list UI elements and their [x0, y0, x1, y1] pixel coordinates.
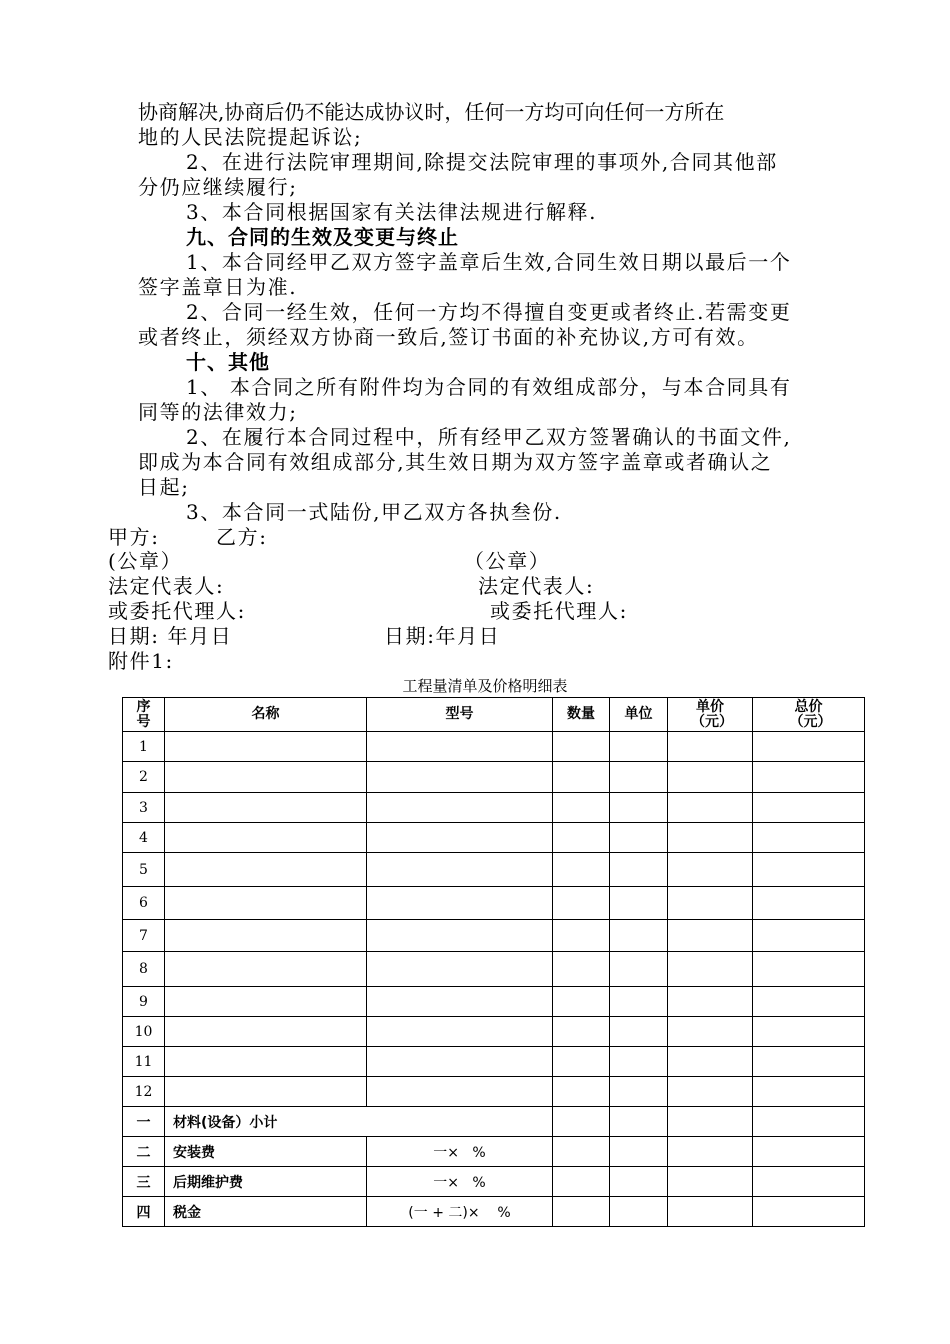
total-price-cell: [753, 987, 865, 1017]
summary-value-cell: [668, 1167, 753, 1197]
unit-cell: [610, 952, 668, 987]
section-heading-10: 十、其他: [186, 350, 270, 374]
paragraph-line: 1、 本合同之所有附件均为合同的有效组成部分，与本合同具有: [186, 375, 792, 399]
unit-cell: [610, 823, 668, 853]
qty-cell: [553, 732, 610, 762]
header-total-price-text: 总价（元）: [789, 698, 832, 730]
header-unit: 单位: [610, 698, 668, 732]
total-price-cell: [753, 762, 865, 793]
summary-value-cell: [753, 1167, 865, 1197]
summary-row: [123, 1167, 865, 1197]
summary-formula-cell: 一× %: [367, 1137, 553, 1167]
summary-label-cell: 后期维护费: [165, 1167, 367, 1197]
model-cell: [367, 853, 553, 887]
seq-cell: 11: [123, 1047, 165, 1077]
summary-value-cell: [753, 1137, 865, 1167]
summary-formula-cell: (一 + 二)× %: [367, 1197, 553, 1227]
model-cell: [367, 732, 553, 762]
summary-label-cell: 材料(设备）小计: [165, 1107, 553, 1137]
qty-cell: [553, 762, 610, 793]
header-seq-text: 序号: [136, 698, 151, 730]
model-cell: [367, 823, 553, 853]
agent-a: 或委托代理人:: [108, 599, 246, 623]
paragraph-line: 1、本合同经甲乙双方签字盖章后生效,合同生效日期以最后一个: [186, 250, 792, 274]
name-cell: [165, 920, 367, 952]
table-row: [123, 853, 865, 887]
name-cell: [165, 823, 367, 853]
paragraph-line: 日起;: [138, 475, 190, 499]
unit-cell: [610, 887, 668, 920]
summary-value-cell: [610, 1137, 668, 1167]
name-cell: [165, 1077, 367, 1107]
total-price-cell: [753, 952, 865, 987]
paragraph-line: 或者终止，须经双方协商一致后,签订书面的补充协议,方可有效。: [138, 325, 759, 349]
model-cell: [367, 1077, 553, 1107]
total-price-cell: [753, 887, 865, 920]
total-price-cell: [753, 1047, 865, 1077]
summary-value-cell: [610, 1197, 668, 1227]
party-b-label: 乙方:: [216, 525, 268, 549]
name-cell: [165, 1017, 367, 1047]
summary-value-cell: [553, 1167, 610, 1197]
unit-price-cell: [668, 853, 753, 887]
seq-cell: 1: [123, 732, 165, 762]
summary-code-cell: 二: [123, 1137, 165, 1167]
qty-cell: [553, 853, 610, 887]
table-header-row: [123, 698, 865, 732]
seal-a: (公章）: [108, 549, 183, 573]
model-cell: [367, 793, 553, 823]
legal-rep-b: 法定代表人:: [478, 574, 595, 598]
unit-cell: [610, 1077, 668, 1107]
total-price-cell: [753, 732, 865, 762]
unit-cell: [610, 853, 668, 887]
summary-row: [123, 1197, 865, 1227]
name-cell: [165, 987, 367, 1017]
summary-value-cell: [553, 1197, 610, 1227]
name-cell: [165, 952, 367, 987]
header-model: 型号: [367, 698, 553, 732]
paragraph-line: [138, 100, 860, 124]
total-price-cell: [753, 920, 865, 952]
name-cell: [165, 732, 367, 762]
summary-value-cell: [668, 1137, 753, 1167]
unit-price-cell: [668, 887, 753, 920]
unit-price-cell: [668, 1047, 753, 1077]
unit-cell: [610, 920, 668, 952]
paragraph-line: 即成为本合同有效组成部分,其生效日期为双方签字盖章或者确认之: [138, 450, 773, 474]
unit-cell: [610, 732, 668, 762]
summary-value-cell: [553, 1107, 610, 1137]
section-heading-9: 九、合同的生效及变更与终止: [186, 225, 459, 249]
unit-cell: [610, 793, 668, 823]
legal-rep-a: 法定代表人:: [108, 574, 225, 598]
header-unit-price: [668, 698, 753, 732]
paragraph-line: 分仍应继续履行;: [138, 175, 298, 199]
unit-price-cell: [668, 732, 753, 762]
seq-cell: 10: [123, 1017, 165, 1047]
summary-code-cell: 三: [123, 1167, 165, 1197]
paragraph-line: 签字盖章日为准.: [138, 275, 298, 299]
name-cell: [165, 853, 367, 887]
summary-formula-cell: 一× %: [367, 1167, 553, 1197]
header-name: 名称: [165, 698, 367, 732]
model-cell: [367, 762, 553, 793]
model-cell: [367, 1017, 553, 1047]
paragraph-line: 3、本合同根据国家有关法律法规进行解释.: [186, 200, 598, 224]
summary-label-cell: 税金: [165, 1197, 367, 1227]
unit-cell: [610, 1047, 668, 1077]
date-b: 日期:年月日: [384, 624, 501, 648]
qty-cell: [553, 1047, 610, 1077]
summary-row: [123, 1107, 865, 1137]
unit-price-cell: [668, 920, 753, 952]
summary-row: [123, 1137, 865, 1167]
summary-value-cell: [668, 1197, 753, 1227]
total-price-cell: [753, 793, 865, 823]
summary-value-cell: [753, 1197, 865, 1227]
summary-value-cell: [553, 1137, 610, 1167]
seq-cell: 6: [123, 887, 165, 920]
summary-value-cell: [610, 1167, 668, 1197]
model-cell: [367, 952, 553, 987]
paragraph-line: 2、在进行法院审理期间,除提交法院审理的事项外,合同其他部: [186, 150, 778, 174]
total-price-cell: [753, 823, 865, 853]
bill-of-quantities-table: [122, 697, 865, 1227]
unit-price-cell: [668, 952, 753, 987]
total-price-cell: [753, 1077, 865, 1107]
header-unit-price-text: 单价（元）: [691, 698, 733, 730]
paragraph-line: 2、在履行本合同过程中，所有经甲乙双方签署确认的书面文件,: [186, 425, 792, 449]
seq-cell: 2: [123, 762, 165, 793]
qty-cell: [553, 793, 610, 823]
seq-cell: 9: [123, 987, 165, 1017]
unit-price-cell: [668, 823, 753, 853]
table-row: [123, 1017, 865, 1047]
table-row: [123, 987, 865, 1017]
table-row: [123, 952, 865, 987]
model-cell: [367, 987, 553, 1017]
seq-cell: 7: [123, 920, 165, 952]
paragraph-line: 同等的法律效力;: [138, 400, 298, 424]
model-cell: [367, 887, 553, 920]
summary-value-cell: [610, 1107, 668, 1137]
table-row: [123, 732, 865, 762]
model-cell: [367, 1047, 553, 1077]
summary-code-cell: 一: [123, 1107, 165, 1137]
paragraph-line: 3、本合同一式陆份,甲乙双方各执叁份.: [186, 500, 562, 524]
date-a: 日期: 年月日: [108, 624, 233, 648]
seq-cell: 8: [123, 952, 165, 987]
unit-cell: [610, 1017, 668, 1047]
table-row: [123, 887, 865, 920]
seq-cell: 12: [123, 1077, 165, 1107]
header-seq: [123, 698, 165, 732]
summary-label-cell: 安装费: [165, 1137, 367, 1167]
table-row: [123, 920, 865, 952]
unit-price-cell: [668, 987, 753, 1017]
header-total-price: [753, 698, 865, 732]
name-cell: [165, 762, 367, 793]
agent-b: 或委托代理人:: [490, 599, 628, 623]
qty-cell: [553, 987, 610, 1017]
table-row: [123, 762, 865, 793]
seq-cell: 5: [123, 853, 165, 887]
unit-price-cell: [668, 1077, 753, 1107]
summary-value-cell: [753, 1107, 865, 1137]
table-row: [123, 1077, 865, 1107]
unit-price-cell: [668, 793, 753, 823]
qty-cell: [553, 1077, 610, 1107]
name-cell: [165, 887, 367, 920]
qty-cell: [553, 887, 610, 920]
model-cell: [367, 920, 553, 952]
seq-cell: 4: [123, 823, 165, 853]
seal-b: （公章）: [464, 549, 551, 573]
unit-cell: [610, 762, 668, 793]
unit-price-cell: [668, 762, 753, 793]
qty-cell: [553, 920, 610, 952]
party-a-label: 甲方:: [108, 525, 160, 549]
total-price-cell: [753, 853, 865, 887]
seq-cell: 3: [123, 793, 165, 823]
qty-cell: [553, 823, 610, 853]
name-cell: [165, 793, 367, 823]
table-row: [123, 793, 865, 823]
total-price-cell: [753, 1017, 865, 1047]
paragraph-line: 2、合同一经生效，任何一方均不得擅自变更或者终止.若需变更: [186, 300, 792, 324]
unit-price-cell: [668, 1017, 753, 1047]
attachment-label: 附件1:: [108, 649, 174, 673]
table-caption: 工程量清单及价格明细表: [402, 677, 568, 695]
text-run: 协商解决,协商后仍不能达成协议时，任何一方均可向任何一方所在: [138, 100, 725, 124]
header-qty: 数量: [553, 698, 610, 732]
name-cell: [165, 1047, 367, 1077]
table-row: [123, 1047, 865, 1077]
qty-cell: [553, 1017, 610, 1047]
summary-value-cell: [668, 1107, 753, 1137]
unit-cell: [610, 987, 668, 1017]
paragraph-line: 地的人民法院提起诉讼;: [138, 125, 363, 149]
table-row: [123, 823, 865, 853]
qty-cell: [553, 952, 610, 987]
summary-code-cell: 四: [123, 1197, 165, 1227]
